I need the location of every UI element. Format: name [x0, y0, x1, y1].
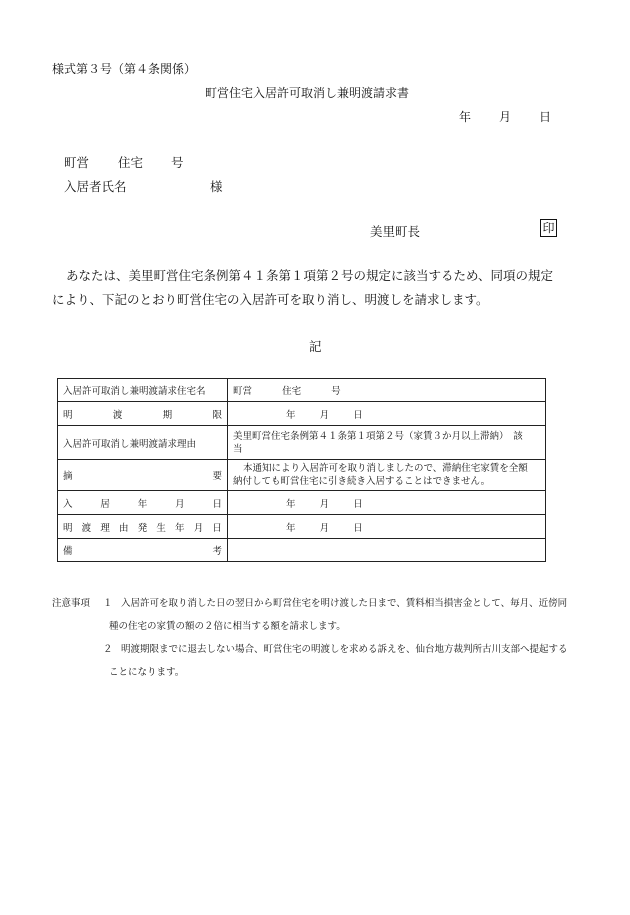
date-month: 月 [499, 110, 512, 124]
table-row [58, 460, 546, 491]
occurrence-month: 月 [319, 522, 330, 534]
notes-heading: 注意事項 [52, 598, 91, 609]
table-row [58, 515, 546, 539]
address-housing: 住宅 [118, 155, 144, 170]
table-row [58, 379, 546, 402]
form-number: 様式第３号（第４条関係） [52, 62, 197, 76]
table-row [58, 491, 546, 515]
document-title: 町営住宅入居許可取消し兼明渡請求書 [205, 86, 410, 100]
address-number: 号 [171, 155, 184, 170]
date-day: 日 [539, 110, 552, 124]
deadline-month: 月 [319, 409, 330, 421]
body-text-line-1: あなたは、美里町営住宅条例第４１条第１項第２号の規定に該当するため、同項の規定 [66, 268, 554, 283]
note-2-line-2: ことになります。 [109, 667, 185, 678]
body-text-line-2: により、下記のとおり町営住宅の入居許可を取り消し、明渡しを請求します。 [52, 292, 489, 307]
table-row [58, 402, 546, 426]
seal-mark: 印 [540, 219, 557, 237]
housing-town: 町営 [233, 386, 253, 397]
address-town: 町営 [64, 155, 90, 170]
housing-name-label: 入居許可取消し兼明渡請求住宅名 [58, 379, 228, 402]
housing-number: 号 [331, 386, 341, 397]
ki-heading: 記 [309, 339, 322, 354]
reason-value: 美里町営住宅条例第４１条第１項第２号（家賃３か月以上滞納） 該 当 [228, 426, 546, 460]
housing-housing: 住宅 [282, 386, 302, 397]
note-1-number: １ [103, 598, 113, 609]
move-in-date-label: 入 居 年 月 日 [63, 498, 222, 510]
note-1-line-1: 入居許可を取り消した日の翌日から町営住宅を明け渡した日まで、賃料相当損害金として、毎月、近傍同 [121, 598, 568, 609]
remarks-value [228, 539, 546, 562]
deadline-label: 明 渡 期 限 [63, 409, 222, 421]
move-in-date-value [228, 491, 546, 515]
move-in-year: 年 [286, 498, 296, 510]
occurrence-day: 日 [353, 522, 363, 534]
reason-label: 入居許可取消し兼明渡請求理由 [58, 426, 228, 460]
table-row [58, 426, 546, 460]
resident-name-label: 入居者氏名 [64, 179, 127, 194]
occurrence-year: 年 [286, 522, 296, 534]
date-year: 年 [459, 110, 472, 124]
remarks-label: 備 考 [63, 546, 222, 557]
reason-occurrence-date-label: 明 渡 理 由 発 生 年 月 日 [63, 522, 222, 534]
deadline-value [228, 402, 546, 426]
reason-occurrence-date-value [228, 515, 546, 539]
summary-label: 摘 要 [63, 471, 222, 482]
note-2-line-1: 明渡期限までに退去しない場合、町営住宅の明渡しを求める訴えを、仙台地方裁判所古川支部へ提起する [121, 644, 568, 655]
deadline-day: 日 [353, 409, 363, 421]
request-details-table [57, 378, 546, 562]
move-in-day: 日 [353, 498, 363, 510]
issuer-name: 美里町長 [370, 224, 421, 239]
honorific: 様 [210, 179, 223, 194]
note-1-line-2: 種の住宅の家賃の額の２倍に相当する額を請求します。 [109, 621, 346, 632]
housing-name-value [228, 379, 546, 402]
deadline-year: 年 [286, 409, 296, 421]
move-in-month: 月 [319, 498, 330, 510]
note-2-number: ２ [103, 644, 113, 655]
table-row [58, 539, 546, 562]
summary-value: 本通知により入居許可を取り消しましたので、滞納住宅家賃を全額 納付しても町営住宅に引き続き入居することはできません。 [228, 460, 546, 491]
